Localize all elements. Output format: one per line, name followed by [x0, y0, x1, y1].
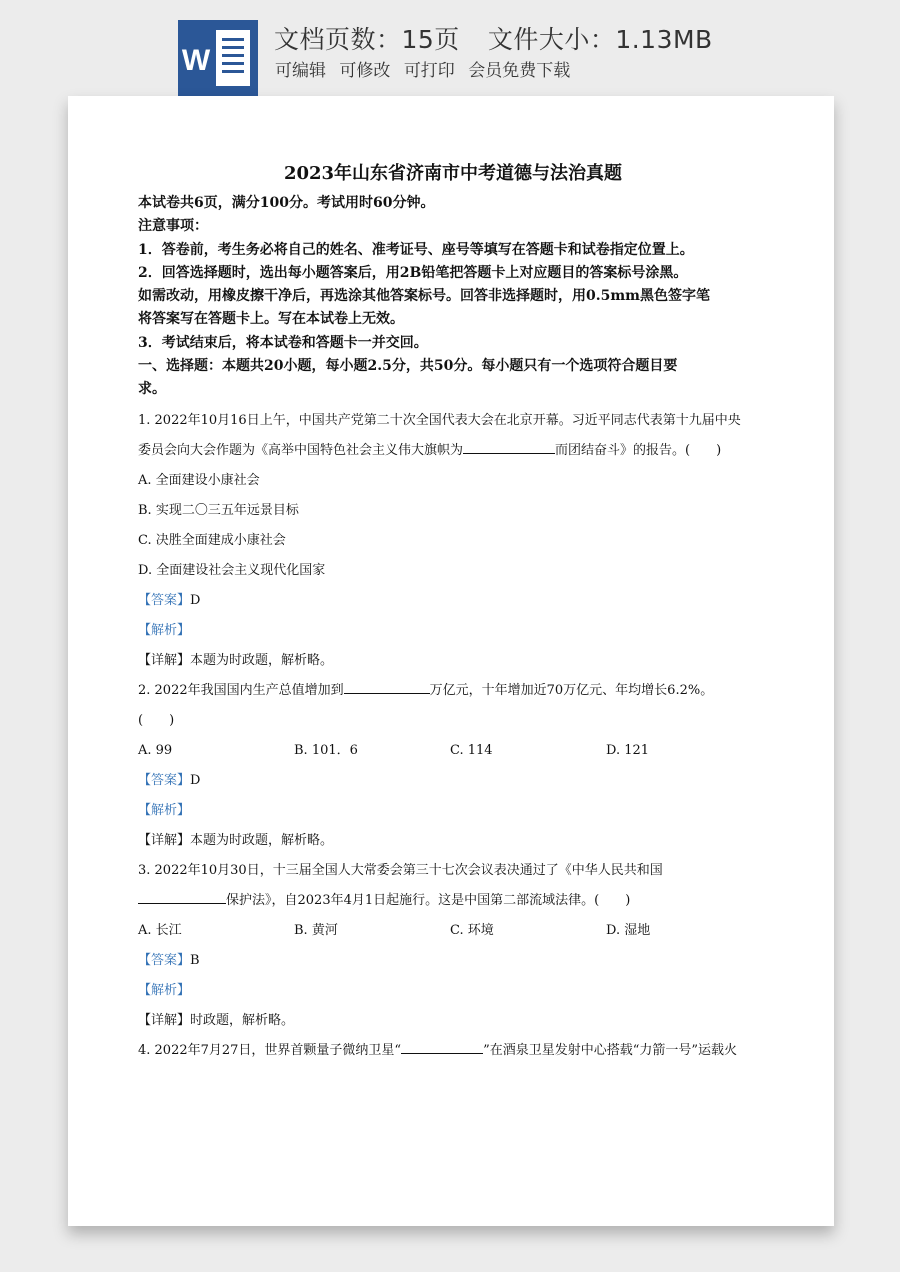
section-heading: 求。 [138, 381, 166, 398]
answer-blank [138, 891, 226, 904]
word-document-icon [178, 20, 258, 96]
question-3-option-a: A. 长江 [138, 922, 182, 938]
question-2-option-a: A. 99 [138, 742, 173, 758]
document-page [68, 96, 834, 1226]
feature-printable: 可打印 [403, 61, 455, 81]
question-1-analysis: 【解析】 [138, 622, 191, 638]
question-3-options [138, 916, 768, 946]
instruction-line: 3．考试结束后，将本试卷和答题卡一并交回。 [138, 334, 428, 351]
question-2-option-d: D. 121 [606, 742, 650, 758]
question-2-analysis: 【解析】 [138, 802, 191, 818]
instruction-line: 注意事项： [138, 218, 208, 235]
feature-modifiable: 可修改 [339, 61, 391, 81]
question-1-option-c: C. 决胜全面建成小康社会 [138, 532, 286, 548]
question-1-text: 1. 2022年10月16日上午，中国共产党第二十次全国代表大会在北京开幕。习近平同志代表第十九届中央 [138, 412, 741, 428]
instruction-line: 1．答卷前，考生务必将自己的姓名、准考证号、座号等填写在答题卡和试卷指定位置上。 [138, 241, 694, 258]
question-2-detail: 【详解】本题为时政题，解析略。 [138, 832, 334, 848]
question-2-option-b: B. 101．6 [294, 742, 358, 758]
question-1-detail: 【详解】本题为时政题，解析略。 [138, 652, 334, 668]
question-1-text: 委员会向大会作题为《高举中国特色社会主义伟大旗帜为 而团结奋斗》的报告。( ) [138, 442, 722, 458]
question-3-text: 3. 2022年10月30日，十三届全国人大常委会第三十七次会议表决通过了《中华人民共和国 [138, 862, 663, 878]
instruction-line: 将答案写在答题卡上。写在本试卷上无效。 [138, 311, 404, 328]
question-3-option-b: B. 黄河 [294, 922, 338, 938]
instruction-line: 本试卷共6页，满分100分。考试用时60分钟。 [138, 195, 435, 211]
question-3-option-c: C. 环境 [450, 922, 494, 938]
question-1-option-a: A. 全面建设小康社会 [138, 472, 260, 488]
question-2-text: 2. 2022年我国国内生产总值增加到 万亿元，十年增加近70万亿元、年均增长6.2%。 [138, 682, 714, 698]
question-2-option-c: C. 114 [450, 742, 493, 758]
feature-editable: 可编辑 [275, 61, 326, 81]
question-3-detail: 【详解】时政题，解析略。 [138, 1012, 295, 1028]
question-1-option-b: B. 实现二〇三五年远景目标 [138, 502, 299, 518]
download-banner [0, 0, 900, 100]
question-2-answer: 【答案】D [138, 772, 201, 788]
question-3-analysis: 【解析】 [138, 982, 191, 998]
question-1-answer: 【答案】D [138, 592, 201, 608]
document-content [138, 160, 768, 1066]
file-size: 文件大小：1.13MB [487, 25, 713, 54]
feature-list [275, 56, 578, 81]
instruction-line: 如需改动，用橡皮擦干净后，再选涂其他答案标号。回答非选择题时，用0.5mm黑色签字笔 [138, 288, 710, 305]
question-1-option-d: D. 全面建设社会主义现代化国家 [138, 562, 326, 578]
banner-title [274, 20, 713, 56]
answer-blank [401, 1041, 483, 1054]
answer-blank [463, 441, 555, 454]
svg-text:W: W [181, 44, 211, 77]
feature-member-download: 会员免费下载 [468, 61, 571, 81]
question-2-options [138, 736, 768, 766]
document-title: 2023年山东省济南市中考道德与法治真题 [283, 163, 623, 184]
instruction-line: 2．回答选择题时，选出每小题答案后，用2B铅笔把答题卡上对应题目的答案标号涂黑。 [138, 264, 688, 281]
question-3-text: 保护法》，自2023年4月1日起施行。这是中国第二部流域法律。( ) [138, 886, 768, 916]
answer-blank [344, 681, 430, 694]
page-count: 文档页数：15页 [274, 25, 460, 54]
question-2-text: ( ) [138, 712, 175, 728]
section-heading: 一、选择题：本题共20小题，每小题2.5分，共50分。每小题只有一个选项符合题目要 [138, 358, 678, 375]
question-4-text: 4. 2022年7月27日，世界首颗量子微纳卫星“ ”在酒泉卫星发射中心搭载“力箭一号”运载火 [138, 1042, 738, 1058]
question-3-option-d: D. 湿地 [606, 922, 651, 938]
question-3-answer: 【答案】B [138, 952, 200, 968]
